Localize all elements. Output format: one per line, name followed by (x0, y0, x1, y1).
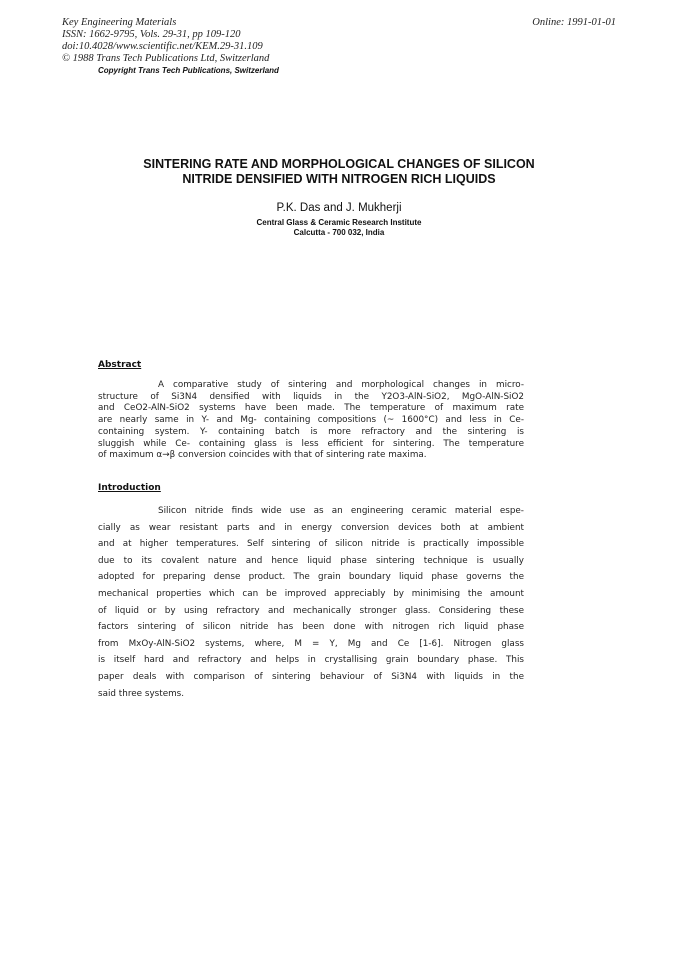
issn-line: ISSN: 1662-9795, Vols. 29-31, pp 109-120 (62, 29, 241, 40)
intro-line: paper deals with comparison of sintering behaviour of Si3N4 with liquids in the (98, 671, 524, 682)
intro-line: adopted for preparing dense product. The grain boundary liquid phase governs the (98, 572, 524, 583)
doi-line[interactable]: doi:10.4028/www.scientific.net/KEM.29-31.109 (62, 41, 263, 52)
abstract-line: of maximum α→β conversion coincides with that of sintering rate maxima. (98, 450, 427, 461)
abstract-body (98, 380, 524, 462)
abstract-line: containing system. Y- containing batch is more refractory and the sintering is (98, 426, 524, 437)
intro-line: factors sintering of silicon nitride has been done with nitrogen rich liquid phase (98, 622, 524, 633)
affiliation-line-1: Central Glass & Ceramic Research Institute (256, 218, 422, 227)
intro-line: mechanical properties which can be improved appreciably by minimising the amount (98, 588, 524, 599)
online-date: Online: 1991-01-01 (532, 17, 616, 28)
abstract-line: A comparative study of sintering and morphological changes in micro- (158, 380, 524, 390)
abstract-heading: Abstract (98, 360, 142, 370)
abstract-line: are nearly same in Y- and Mg- containing compositions (~ 1600°C) and less in Ce- (98, 415, 524, 426)
introduction-body (98, 503, 524, 702)
paper-title (0, 157, 678, 187)
intro-line: from MxOy-AlN-SiO2 systems, where, M = Y, Mg and Ce [1-6]. Nitrogen glass (98, 638, 524, 649)
intro-line: cially as wear resistant parts and in energy conversion devices both at ambient (98, 522, 524, 533)
intro-line: due to its covalent nature and hence liquid phase sintering technique is usually (98, 555, 524, 566)
copyright-line: Copyright Trans Tech Publications, Switzerland (98, 66, 279, 75)
intro-line: of liquid or by using refractory and mechanically stronger glass. Considering these (98, 605, 524, 616)
title-line-2: NITRIDE DENSIFIED WITH NITROGEN RICH LIQUIDS (182, 172, 496, 186)
affiliation-line-2: Calcutta - 700 032, India (293, 228, 385, 237)
title-line-1: SINTERING RATE AND MORPHOLOGICAL CHANGES OF SILICON (143, 157, 535, 171)
abstract-line: and CeO2-AlN-SiO2 systems have been made. The temperature of maximum rate (98, 403, 524, 414)
abstract-line: structure of Si3N4 densified with liquids in the Y2O3-AlN-SiO2, MgO-AlN-SiO2 (98, 391, 524, 402)
intro-line: Silicon nitride finds wide use as an engineering ceramic material espe- (158, 506, 524, 516)
intro-line: is itself hard and refractory and helps in crystallising grain boundary phase. This (98, 655, 524, 666)
journal-name: Key Engineering Materials (62, 17, 177, 28)
abstract-line: sluggish while Ce- containing glass is less efficient for sintering. The temperature (98, 438, 524, 449)
journal-header (62, 17, 269, 65)
intro-line: said three systems. (98, 688, 185, 699)
publisher-line: © 1988 Trans Tech Publications Ltd, Switzerland (62, 53, 270, 64)
intro-line: and at higher temperatures. Self sintering of silicon nitride is practically impossible (98, 539, 524, 550)
introduction-heading: Introduction (98, 483, 161, 493)
authors: P.K. Das and J. Mukherji (276, 202, 402, 214)
